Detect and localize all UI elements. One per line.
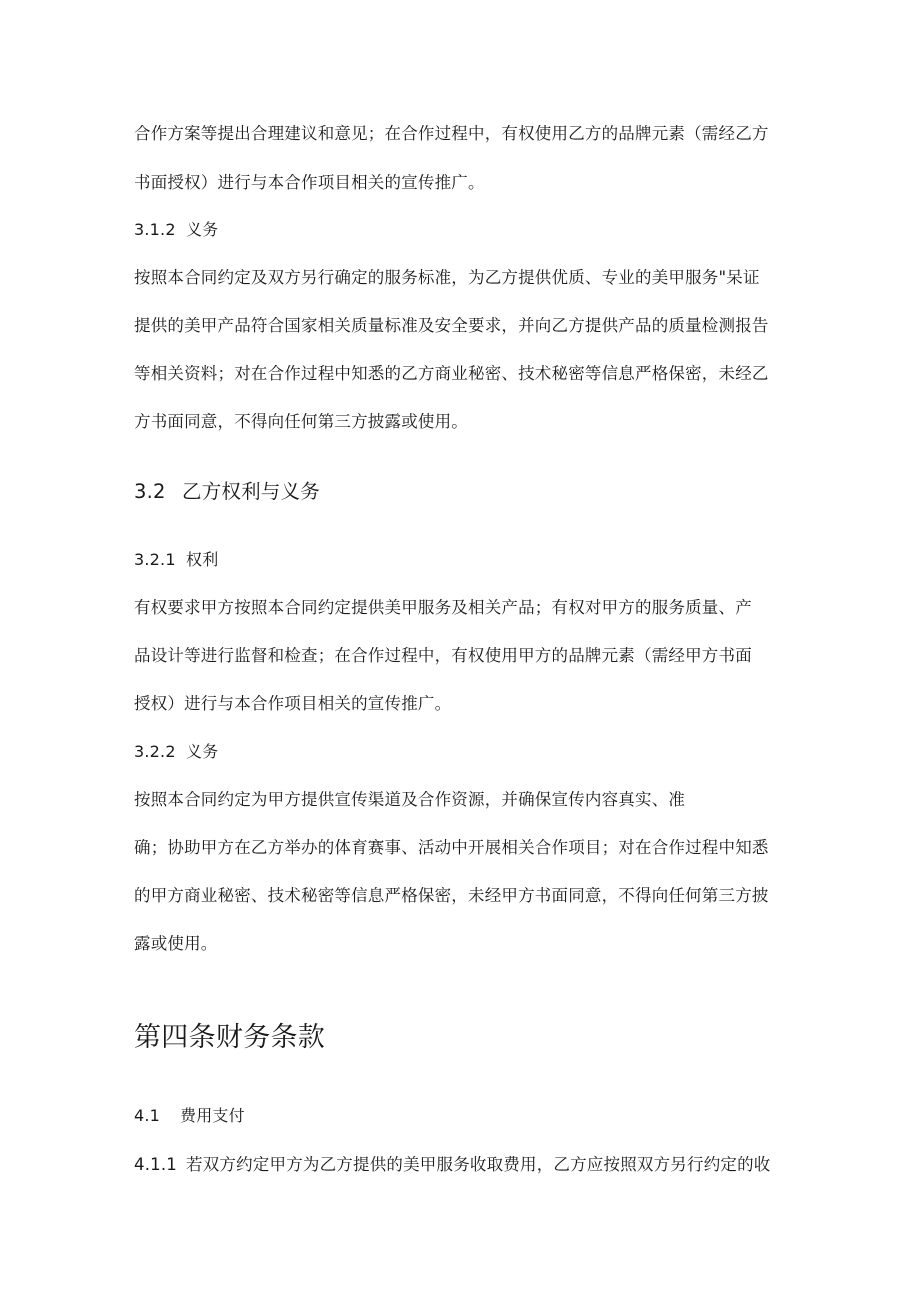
section-number: 3.2 bbox=[134, 480, 166, 503]
paragraph-line: 确；协助甲方在乙方举办的体育赛事、活动中开展相关合作项目；对在合作过程中知悉 bbox=[134, 838, 769, 857]
paragraph-line: 合作方案等提出合理建议和意见；在合作过程中，有权使用乙方的品牌元素（需经乙方 bbox=[134, 124, 769, 143]
paragraph-line: 的甲方商业秘密、技术秘密等信息严格保密，未经甲方书面同意，不得向任何第三方披 bbox=[134, 886, 769, 905]
section-heading-3-2-1 bbox=[134, 550, 218, 570]
section-number: 4.1 bbox=[134, 1106, 161, 1125]
section-title: 义务 bbox=[186, 220, 219, 239]
section-heading-3-2-2 bbox=[134, 742, 218, 762]
section-number: 3.2.2 bbox=[134, 742, 176, 761]
paragraph-line: 提供的美甲产品符合国家相关质量标准及安全要求，并向乙方提供产品的质量检测报告 bbox=[134, 316, 769, 335]
paragraph-line: 按照本合同约定为甲方提供宣传渠道及合作资源，并确保宣传内容真实、准 bbox=[134, 790, 686, 809]
section-number: 3.2.1 bbox=[134, 550, 176, 569]
section-title: 费用支付 bbox=[180, 1106, 245, 1125]
section-heading-3-2 bbox=[134, 480, 320, 504]
paragraph-line: 等相关资料；对在合作过程中知悉的乙方商业秘密、技术秘密等信息严格保密，未经乙 bbox=[134, 364, 769, 383]
section-heading-3-1-2 bbox=[134, 220, 218, 240]
section-title: 权利 bbox=[186, 550, 219, 569]
paragraph-line: 品设计等进行监督和检查；在合作过程中，有权使用甲方的品牌元素（需经甲方书面 bbox=[134, 646, 752, 665]
section-number: 4.1.1 bbox=[134, 1155, 177, 1174]
section-title: 乙方权利与义务 bbox=[182, 480, 320, 503]
paragraph-line: 按照本合同约定及双方另行确定的服务标准，为乙方提供优质、专业的美甲服务"呆证 bbox=[134, 268, 760, 287]
paragraph-line: 有权要求甲方按照本合同约定提供美甲服务及相关产品；有权对甲方的服务质量、产 bbox=[134, 598, 752, 617]
section-heading-4-1 bbox=[134, 1106, 245, 1126]
clause-text: 若双方约定甲方为乙方提供的美甲服务收取费用，乙方应按照双方另行约定的收 bbox=[186, 1155, 771, 1174]
paragraph-line: 露或使用。 bbox=[134, 934, 218, 953]
section-title: 义务 bbox=[186, 742, 219, 761]
article-heading: 第四条财务条款 bbox=[134, 1022, 326, 1053]
paragraph-line: 书面授权）进行与本合作项目相关的宣传推广。 bbox=[134, 173, 485, 192]
clause-4-1-1 bbox=[134, 1155, 771, 1175]
section-number: 3.1.2 bbox=[134, 220, 176, 239]
paragraph-line: 授权）进行与本合作项目相关的宣传推广。 bbox=[134, 694, 452, 713]
paragraph-line: 方书面同意，不得向任何第三方披露或使用。 bbox=[134, 412, 468, 431]
